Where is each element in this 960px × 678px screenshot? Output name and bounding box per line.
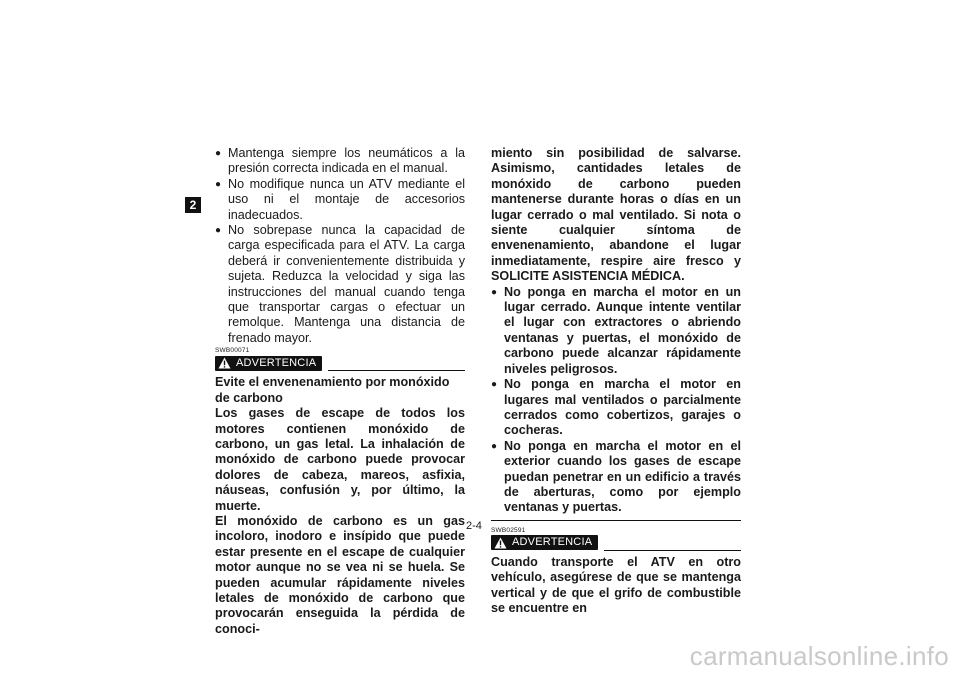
warning-triangle-icon bbox=[218, 357, 231, 369]
list-item: ● No ponga en marcha el motor en el exterior cuando los gases de escape puedan penetrar en un edificio a través de aberturas, como por ejemplo ventanas y puertas. bbox=[491, 439, 741, 516]
warning-header bbox=[491, 535, 741, 551]
list-item: ● No sobrepase nunca la capacidad de carga especificada para el ATV. La carga deberá ir convenientemente distribuida y sujeta. Reduzca la velocidad y siga las instrucciones del manual cuando tenga que transportar cargas o efectuar un remolque. Mantenga una distancia de frenado mayor. bbox=[215, 223, 465, 346]
page-number: 2-4 bbox=[466, 520, 482, 532]
warning-title: Evite el envenenamiento por monóxido de carbono bbox=[215, 375, 450, 405]
warning-rule bbox=[328, 370, 465, 371]
left-column bbox=[215, 146, 465, 637]
section-divider bbox=[491, 520, 741, 521]
list-item: ● No ponga en marcha el motor en un lugar cerrado. Aunque intente ventilar el lugar con extractores o abriendo ventanas y puertas, el monóxido de carbono puede alcanzar rápidamente niveles peligrosos. bbox=[491, 285, 741, 377]
warning-triangle-icon bbox=[494, 537, 507, 549]
section-tab: 2 bbox=[185, 197, 201, 213]
list-item: ● No ponga en marcha el motor en lugares mal ventilados o parcialmente cerrados como cobertizos, garajes o cocheras. bbox=[491, 377, 741, 439]
warning-paragraph: miento sin posibilidad de salvarse. Asimismo, cantidades letales de monóxido de carbono pueden mantenerse durante horas o días en un lugar cerrado o mal ventilado. Si nota o siente cualquier síntoma de envenenamiento, abandone el lugar inmediatamente, respire aire fresco y SOLICITE ASISTENCIA MÉDICA. bbox=[491, 146, 741, 284]
list-item: ● Mantenga siempre los neumáticos a la presión correcta indicada en el manual. bbox=[215, 146, 465, 177]
right-column bbox=[491, 146, 741, 616]
warning-label: ADVERTENCIA bbox=[236, 356, 317, 369]
warning-header bbox=[215, 355, 465, 371]
warning-badge bbox=[215, 356, 322, 371]
warning-label: ADVERTENCIA bbox=[512, 536, 593, 549]
list-item: ● No modifique nunca un ATV mediante el uso ni el montaje de accesorios inadecuados. bbox=[215, 177, 465, 223]
warning-badge bbox=[491, 535, 598, 550]
warning-paragraph: El monóxido de carbono es un gas incoloro, inodoro e insípido que puede estar presente en el escape de cualquier motor aunque no se vea ni se huela. Se pueden acumular rápidamente niveles letales de monóxido de carbono que provocarán enseguida la pérdida de conoci- bbox=[215, 513, 465, 636]
warning-rule bbox=[604, 550, 741, 551]
warning-code: SWB00071 bbox=[215, 347, 250, 355]
watermark: carmanualsonline.info bbox=[689, 641, 949, 671]
warning-code: SWB02591 bbox=[491, 526, 526, 534]
warning-paragraph: Cuando transporte el ATV en otro vehículo, asegúrese de que se mantenga vertical y de que el grifo de combustible se encuentre en bbox=[491, 554, 741, 615]
warning-paragraph: Los gases de escape de todos los motores contienen monóxido de carbono, un gas letal. La inhalación de monóxido de carbono puede provocar dolores de cabeza, mareos, asfixia, náuseas, confusión y, por último, la muerte. bbox=[215, 406, 465, 513]
